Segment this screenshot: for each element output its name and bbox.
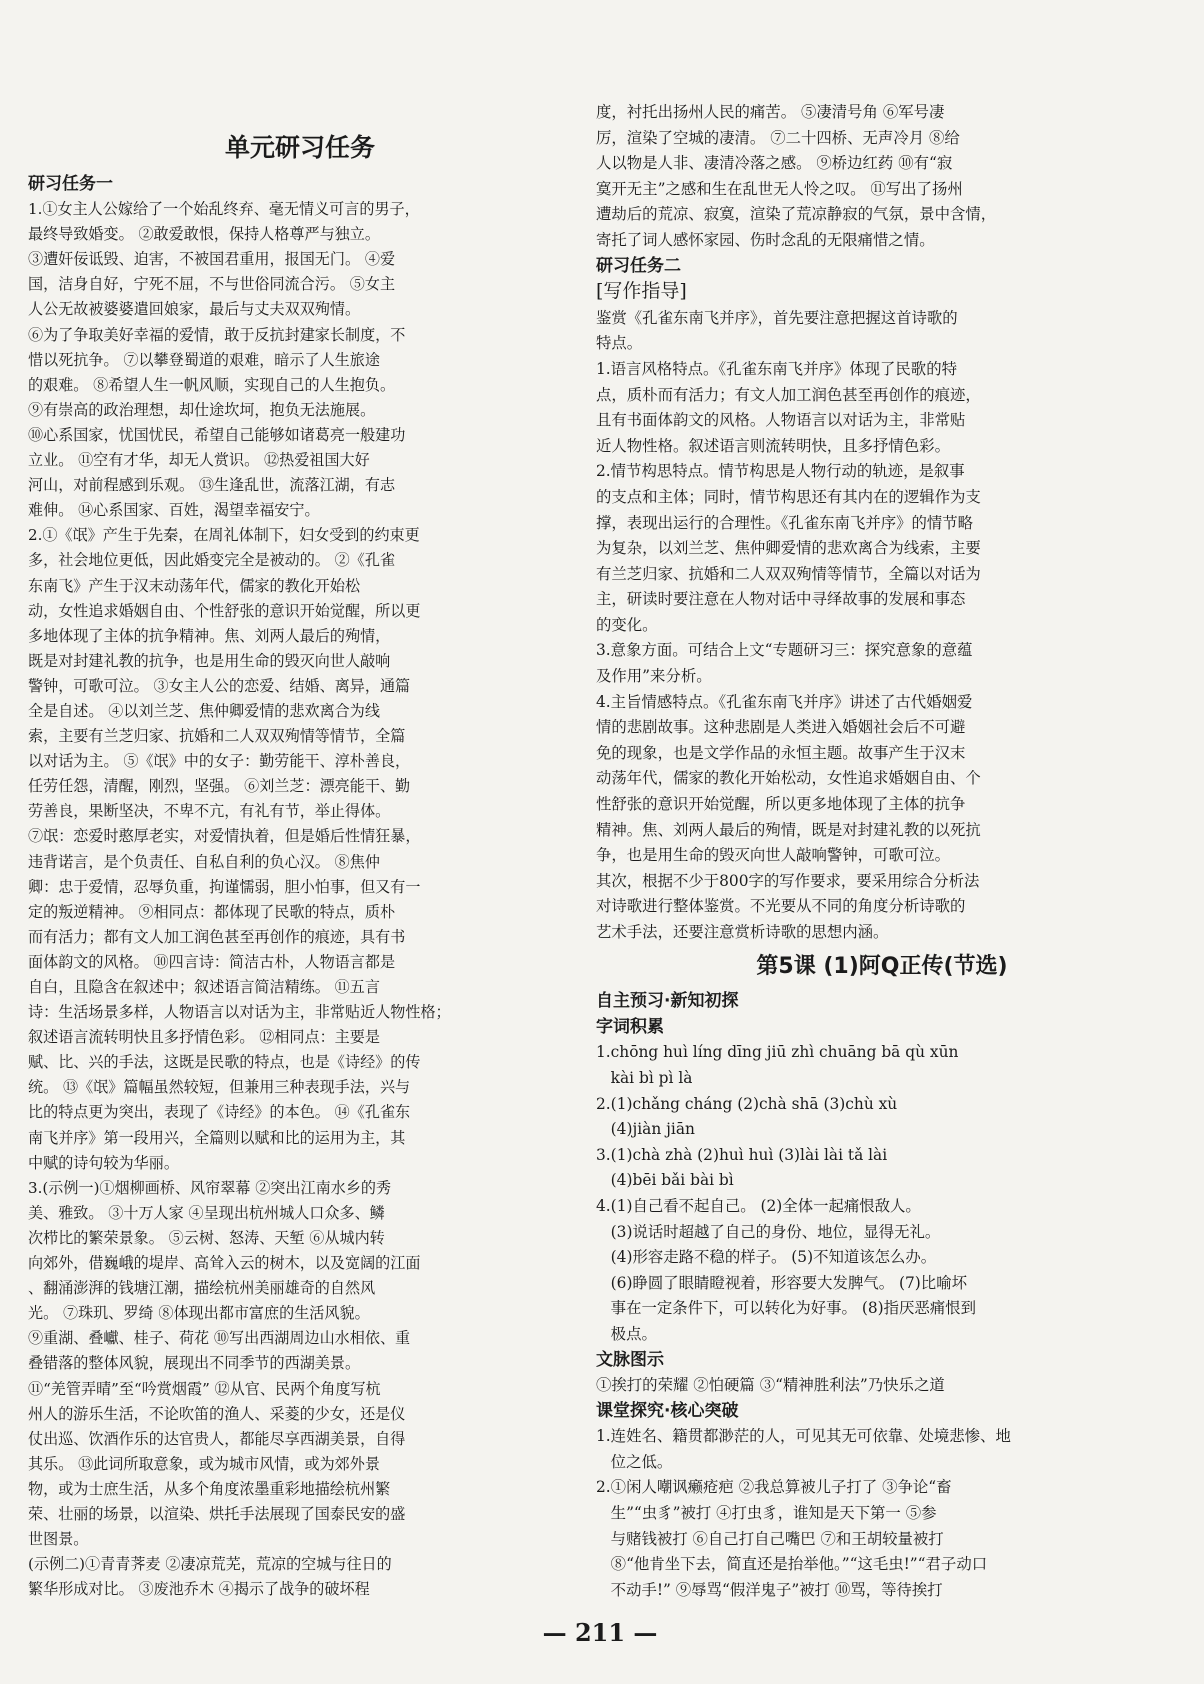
text-line: 繁华形成对比。 ③废池乔木 ④揭示了战争的破坏程 [28, 1580, 370, 1599]
task1-content [28, 197, 576, 1602]
text-line: ③遭奸佞诋毁、迫害，不被国君重用，报国无门。 ④爱 [28, 250, 396, 269]
text-line: (示例二)①青青荠麦 ②凄凉荒芜，荒凉的空城与往日的 [28, 1555, 392, 1574]
text-line: 撑，表现出运行的合理性。《孔雀东南飞并序》的情节略 [596, 513, 974, 532]
left-column [28, 172, 576, 1602]
page-number: — 211 — [542, 1618, 658, 1647]
text-line: 惜以死抗争。 ⑦以攀登蜀道的艰难，暗示了人生旅途 [28, 350, 380, 369]
text-line: 为复杂，以刘兰芝、焦仲卿爱情的悲欢离合为线索，主要 [596, 539, 981, 558]
vocab-heading: 字词积累 [596, 1016, 664, 1037]
text-line: 2.①闲人嘲讽癞疮疤 ②我总算被儿子打了 ③争论“畜 [596, 1478, 952, 1497]
text-line: 多地体现了主体的抗争精神。焦、刘两人最后的殉情， [28, 626, 391, 645]
text-line: 违背诺言，是个负责任、自私自利的负心汉。 ⑧焦仲 [28, 852, 380, 871]
text-line: 4.(1)自己看不起自己。 (2)全体一起痛恨敌人。 [596, 1196, 921, 1215]
text-line: 艺术手法，还要注意赏析诗歌的思想内涵。 [596, 923, 889, 941]
text-line: 人公无故被婆婆遣回娘家，最后与丈夫双双殉情。 [28, 300, 361, 319]
text-line: 多，社会地位更低，因此婚变完全是被动的。 ②《孔雀 [28, 551, 396, 570]
text-line: 叠错落的整体风貌，展现出不同季节的西湖美景。 [28, 1354, 361, 1373]
text-line: 争，也是用生命的毁灭向世人敲响警钟，可歌可泣。 [596, 846, 950, 865]
text-line: 物，或为士庶生活，从多个角度浓墨重彩地描绘杭州繁 [28, 1479, 391, 1498]
outline-line: ①挨打的荣耀 ②怕硬篇 ③“精神胜利法”乃快乐之道 [596, 1376, 945, 1395]
text-line: 寞开无主”之感和生在乱世无人怜之叹。 ⑪写出了扬州 [596, 179, 963, 198]
task1-continued [596, 100, 1168, 254]
class-content [596, 1424, 1168, 1603]
text-line: 的变化。 [596, 615, 658, 634]
text-line: 免的现象，也是文学作品的永恒主题。故事产生于汉末 [596, 743, 966, 762]
text-line: 立业。 ⑪空有才华，却无人赏识。 ⑫热爱祖国大好 [28, 451, 370, 470]
text-line: 有兰芝归家、抗婚和二人双双殉情等情节，全篇以对话为 [596, 564, 981, 583]
writing-guide-label: [写作指导] [596, 280, 687, 303]
text-line: 主，研读时要注意在人物对话中寻绎故事的发展和事态 [596, 590, 966, 609]
text-line: 东南飞》产生于汉末动荡年代，儒家的教化开始松 [28, 576, 361, 595]
text-line: 的艰难。 ⑧希望人生一帆风顺，实现自己的人生抱负。 [28, 375, 396, 394]
text-line: 仗出巡、饮酒作乐的达官贵人，都能尽享西湖美景，自得 [28, 1429, 406, 1448]
text-line: ⑦氓：恋爱时憨厚老实，对爱情执着，但是婚后性情狂暴， [28, 827, 421, 846]
text-line: 州人的游乐生活，不论吹笛的渔人、采菱的少女，还是仪 [28, 1404, 406, 1423]
text-line: 4.主旨情感特点。《孔雀东南飞并序》讲述了古代婚姻爱 [596, 692, 973, 711]
text-line: 劳善良，果断坚决，不卑不亢，有礼有节，举止得体。 [28, 802, 391, 821]
text-line: (4)形容走路不稳的样子。 (5)不知道该怎么办。 [596, 1248, 937, 1267]
text-line: 、翻涌澎湃的钱塘江潮，描绘杭州美丽雄奇的自然风 [28, 1279, 376, 1298]
text-line: (3)说话时超越了自己的身份、地位，显得无礼。 [596, 1222, 941, 1241]
text-line: 不动手!” ⑨辱骂“假洋鬼子”被打 ⑩骂，等待挨打 [596, 1580, 943, 1599]
text-line: 其次，根据不少于800字的写作要求，要采用综合分析法 [596, 871, 980, 890]
right-column [596, 100, 1168, 1603]
vocab-content [596, 1040, 1168, 1347]
preview-heading: 自主预习·新知初探 [596, 991, 739, 1012]
text-line: ⑩心系国家，忧国忧民，希望自己能够如诸葛亮一般建功 [28, 425, 406, 444]
text-line: 鉴赏《孔雀东南飞并序》，首先要注意把握这首诗歌的 [596, 308, 958, 327]
task2-content [596, 306, 1168, 946]
text-line: 其乐。 ⑬此词所取意象，或为城市风情，或为郊外景 [28, 1454, 380, 1473]
text-line: (6)睁圆了眼睛瞪视着，形容要大发脾气。 (7)比喻坏 [596, 1273, 967, 1292]
text-line: 且有书面体韵文的风格。人物语言以对话为主，非常贴 [596, 411, 966, 430]
text-line: 赋、比、兴的手法，这既是民歌的特点，也是《诗经》的传 [28, 1053, 421, 1072]
text-line: 河山，对前程感到乐观。 ⑬生逢乱世，流落江湖，有志 [28, 476, 396, 495]
text-line: 最终导致婚变。 ②敢爱敢恨，保持人格尊严与独立。 [28, 225, 380, 244]
text-line: 统。 ⑬《氓》篇幅虽然较短，但兼用三种表现手法，兴与 [28, 1078, 411, 1097]
text-line: 1.连姓名、籍贯都渺茫的人，可见其无可依靠、处境悲惨、地 [596, 1427, 1011, 1446]
text-line: 比的特点更为突出，表现了《诗经》的本色。 ⑭《孔雀东 [28, 1103, 411, 1122]
text-line: 卿：忠于爱情，忍辱负重，拘谨懦弱，胆小怕事，但又有一 [28, 877, 421, 896]
text-line: 精神。焦、刘两人最后的殉情，既是对封建礼教的以死抗 [596, 820, 981, 839]
text-line: 性舒张的意识开始觉醒，所以更多地体现了主体的抗争 [596, 795, 966, 814]
text-line: 定的叛逆精神。 ⑨相同点：都体现了民歌的特点，质朴 [28, 902, 396, 921]
text-line: (4)bēi bǎi bài bì [596, 1171, 734, 1190]
lesson-title: 第5课 (1)阿Q正传(节选) [756, 953, 1008, 979]
text-line: 厉，渲染了空城的凄清。 ⑦二十四桥、无声冷月 ⑧给 [596, 128, 960, 147]
text-line: 中赋的诗句较为华丽。 [28, 1153, 179, 1172]
text-line: kài bì pì là [596, 1068, 693, 1087]
text-line: 以对话为主。 ⑤《氓》中的女子：勤劳能干、淳朴善良， [28, 752, 411, 771]
text-line: 3.(1)chà zhà (2)huì huì (3)lài lài tǎ lài [596, 1145, 888, 1164]
text-line: 及作用”来分析。 [596, 667, 712, 686]
text-line: 美、雅致。 ③十万人家 ④呈现出杭州城人口众多、鳞 [28, 1203, 385, 1222]
task2-heading: 研习任务二 [596, 255, 681, 276]
text-line: (4)jiàn jiān [596, 1120, 695, 1139]
text-line: 对诗歌进行整体鉴赏。不光要从不同的角度分析诗歌的 [596, 897, 966, 916]
text-line: 特点。 [596, 334, 643, 353]
text-line: 极点。 [596, 1324, 657, 1343]
text-line: 国，洁身自好，宁死不屈，不与世俗同流合污。 ⑤女主 [28, 275, 396, 294]
text-line: 自白，且隐含在叙述中；叙述语言简洁精练。 ⑪五言 [28, 978, 380, 996]
text-line: 3.意象方面。可结合上文“专题研习三：探究意象的意蕴 [596, 641, 973, 660]
task1-heading: 研习任务一 [28, 174, 113, 194]
text-line: ⑨重湖、叠巘、桂子、荷花 ⑩写出西湖周边山水相依、重 [28, 1329, 411, 1348]
text-line: 事在一定条件下，可以转化为好事。 (8)指厌恶痛恨到 [596, 1299, 976, 1318]
text-line: 次栉比的繁荣景象。 ⑤云树、怒涛、天堑 ⑥从城内转 [28, 1228, 385, 1247]
text-line: 索，主要有兰芝归家、抗婚和二人双双殉情等情节，全篇 [28, 727, 406, 746]
text-line: 动，女性追求婚姻自由、个性舒张的意识开始觉醒，所以更 [28, 601, 421, 620]
text-line: ⑪“羌管弄晴”至“吟赏烟霞” ⑫从官、民两个角度写杭 [28, 1379, 381, 1398]
text-line: 1.①女主人公嫁给了一个始乱终弃、毫无情义可言的男子， [28, 200, 420, 219]
text-line: 动荡年代，儒家的教化开始松动，女性追求婚姻自由、个 [596, 769, 981, 788]
text-line: 荣、壮丽的场景，以渲染、烘托手法展现了国泰民安的盛 [28, 1504, 406, 1523]
text-line: 难伸。 ⑭心系国家、百姓，渴望幸福安宁。 [28, 501, 320, 520]
outline-heading: 文脉图示 [596, 1349, 664, 1370]
class-heading: 课堂探究·核心突破 [596, 1400, 739, 1421]
text-line: 2.①《氓》产生于先秦，在周礼体制下，妇女受到的约束更 [28, 526, 420, 545]
text-line: 叙述语言流转明快且多抒情色彩。 ⑫相同点：主要是 [28, 1028, 380, 1047]
text-line: 全是自述。 ④以刘兰芝、焦仲卿爱情的悲欢离合为线 [28, 701, 380, 720]
text-line: 情的悲剧故事。这种悲剧是人类进入婚姻社会后不可避 [596, 718, 966, 737]
text-line: 1.chōng huì líng dīng jiū zhì chuāng bā qù xūn [596, 1043, 959, 1062]
text-line: 近人物性格。叙述语言则流转明快，且多抒情色彩。 [596, 436, 950, 455]
text-line: 南飞并序》第一段用兴，全篇则以赋和比的运用为主，其 [28, 1128, 406, 1147]
text-line: 任劳任怨，清醒，刚烈，坚强。 ⑥刘兰芝：漂亮能干、勤 [28, 777, 411, 796]
text-line: 而有活力；都有文人加工润色甚至再创作的痕迹，具有书 [28, 927, 406, 946]
text-line: 光。 ⑦珠玑、罗绮 ⑧体现出都市富庶的生活风貌。 [28, 1304, 370, 1323]
text-line: 2.(1)chǎng cháng (2)chà shā (3)chù xù [596, 1094, 898, 1113]
text-line: ⑧“他肯坐下去，简直还是抬举他。”“这毛虫!”“君子动口 [596, 1555, 988, 1574]
text-line: 寄托了词人感怀家园、伤时念乱的无限痛惜之情。 [596, 230, 935, 249]
text-line: 2.情节构思特点。情节构思是人物行动的轨迹，是叙事 [596, 462, 965, 481]
text-line: 位之低。 [596, 1452, 673, 1471]
text-line: 遭劫后的荒凉、寂寞，渲染了荒凉静寂的气氛，景中含情， [596, 205, 997, 224]
text-line: 诗：生活场景多样，人物语言以对话为主，非常贴近人物性格； [28, 1003, 451, 1022]
text-line: 人以物是人非、凄清冷落之感。 ⑨桥边红药 ⑩有“寂 [596, 154, 953, 173]
text-line: 世图景。 [28, 1530, 89, 1549]
unit-title: 单元研习任务 [224, 133, 375, 162]
text-line: 的支点和主体；同时，情节构思还有其内在的逻辑作为支 [596, 487, 981, 506]
text-line: 向郊外，借巍峨的堤岸、高耸入云的树木，以及宽阔的江面 [28, 1254, 421, 1273]
text-line: 1.语言风格特点。《孔雀东南飞并序》体现了民歌的特 [596, 359, 957, 378]
text-line: 既是对封建礼教的抗争，也是用生命的毁灭向世人敲响 [28, 651, 391, 670]
text-line: ⑥为了争取美好幸福的爱情，敢于反抗封建家长制度，不 [28, 325, 406, 344]
text-line: 度，衬托出扬州人民的痛苦。 ⑤凄清号角 ⑥军号凄 [596, 103, 945, 121]
text-line: 3.(示例一)①烟柳画桥、风帘翠幕 ②突出江南水乡的秀 [28, 1178, 392, 1197]
text-line: 与赌钱被打 ⑥自己打自己嘴巴 ⑦和王胡较量被打 [596, 1529, 944, 1548]
text-line: ⑨有崇高的政治理想，却仕途坎坷，抱负无法施展。 [28, 400, 376, 419]
text-line: 警钟，可歌可泣。 ③女主人公的恋爱、结婚、离异，通篇 [28, 676, 411, 695]
text-line: 面体韵文的风格。 ⑩四言诗：简洁古朴，人物语言都是 [28, 952, 396, 971]
text-line: 点，质朴而有活力；有文人加工润色甚至再创作的痕迹， [596, 385, 981, 404]
text-line: 生”“虫豸”被打 ④打虫豸，谁知是天下第一 ⑤参 [596, 1504, 937, 1523]
